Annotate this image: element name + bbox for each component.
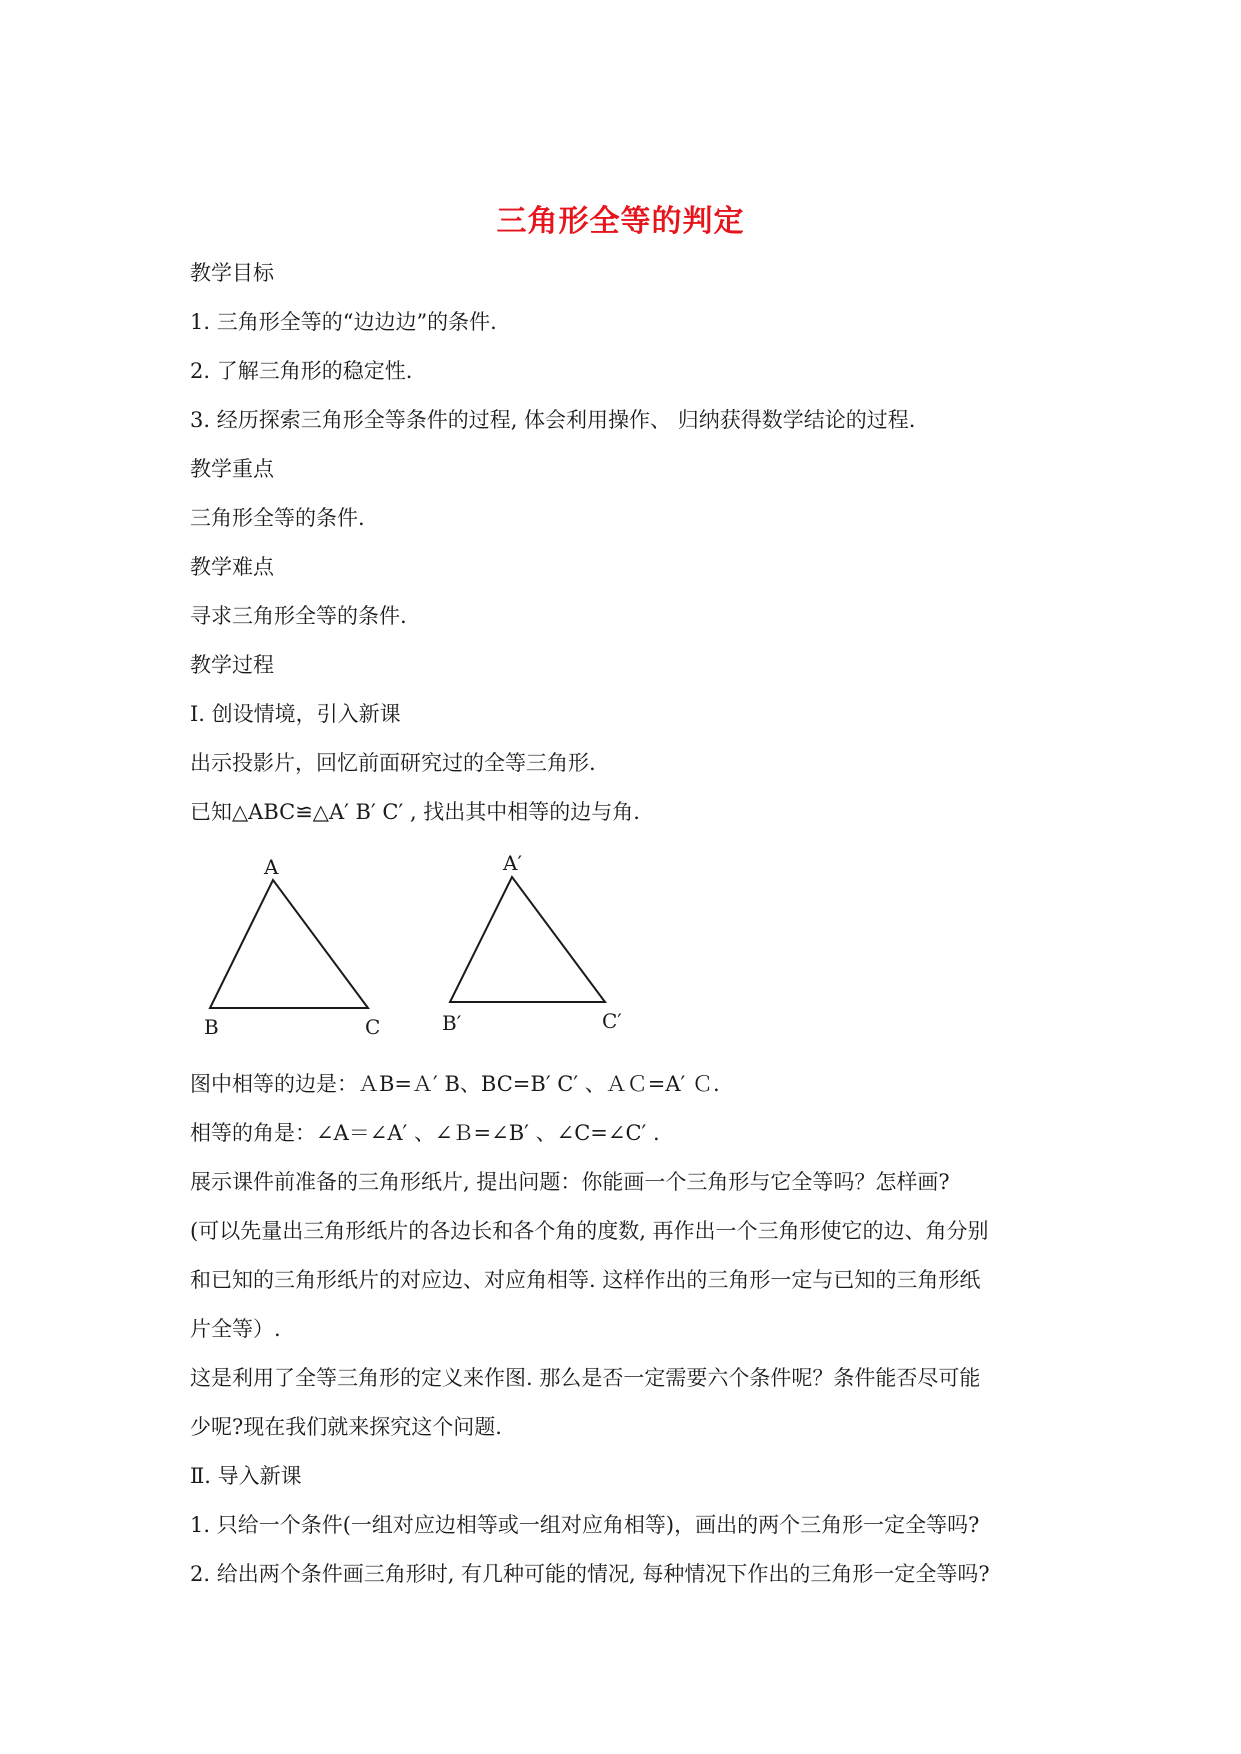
- paragraph-method-1: (可以先量出三角形纸片的各边长和各个角的度数, 再作出一个三角形使它的边、角分别: [190, 1219, 989, 1243]
- section-1-heading: Ⅰ. 创设情境，引入新课: [190, 702, 401, 726]
- label-b-prime: B′: [442, 1011, 462, 1035]
- objective-3: 3. 经历探索三角形全等条件的过程, 体会利用操作、 归纳获得数学结论的过程.: [190, 408, 916, 432]
- label-c-prime: C′: [602, 1009, 622, 1033]
- paragraph-definition-1: 这是利用了全等三角形的定义来作图. 那么是否一定需要六个条件呢？条件能否尽可能: [190, 1366, 981, 1390]
- paragraph-method-2: 和已知的三角形纸片的对应边、对应角相等. 这样作出的三角形一定与已知的三角形纸: [190, 1268, 981, 1292]
- equal-angles-statement: 相等的角是：∠A＝∠A′ 、∠Ｂ=∠B′ 、∠C=∠C′ .: [190, 1121, 660, 1145]
- label-c: C: [365, 1015, 381, 1039]
- paragraph-question: 展示课件前准备的三角形纸片, 提出问题：你能画一个三角形与它全等吗？怎样画?: [190, 1170, 950, 1194]
- document-title: 三角形全等的判定: [496, 204, 745, 239]
- difficulty-text: 寻求三角形全等的条件.: [190, 604, 407, 628]
- heading-key-points: 教学重点: [190, 457, 274, 481]
- question-2: 2. 给出两个条件画三角形时, 有几种可能的情况, 每种情况下作出的三角形一定全等吗?: [190, 1562, 990, 1586]
- objective-1: 1. 三角形全等的“边边边”的条件.: [190, 310, 497, 334]
- triangle-a-prime-b-prime-c-prime: [450, 877, 605, 1002]
- equal-sides-statement: 图中相等的边是：ＡB=Ａ′ B、BC=B′ C′ 、ＡＣ=A′ Ｃ.: [190, 1072, 720, 1096]
- objective-2: 2. 了解三角形的稳定性.: [190, 359, 413, 383]
- heading-difficulties: 教学难点: [190, 555, 274, 579]
- label-a-prime: A′: [503, 852, 522, 875]
- key-point-text: 三角形全等的条件.: [190, 506, 365, 530]
- heading-teaching-process: 教学过程: [190, 653, 274, 677]
- label-b: B: [204, 1015, 219, 1039]
- paragraph-method-3: 片全等）.: [190, 1317, 281, 1341]
- section-2-heading: Ⅱ. 导入新课: [190, 1464, 302, 1488]
- paragraph-known-congruence: 已知△ABC≌△A′ B′ C′ , 找出其中相等的边与角.: [190, 800, 640, 824]
- triangle-abc: [210, 880, 368, 1008]
- congruent-triangles-figure: [190, 852, 650, 1042]
- paragraph-definition-2: 少呢?现在我们就来探究这个问题.: [190, 1415, 502, 1439]
- label-a: A: [264, 855, 279, 879]
- heading-teaching-objectives: 教学目标: [190, 261, 274, 285]
- paragraph-projection: 出示投影片，回忆前面研究过的全等三角形.: [190, 751, 596, 775]
- question-1: 1. 只给一个条件(一组对应边相等或一组对应角相等)，画出的两个三角形一定全等吗?: [190, 1513, 980, 1537]
